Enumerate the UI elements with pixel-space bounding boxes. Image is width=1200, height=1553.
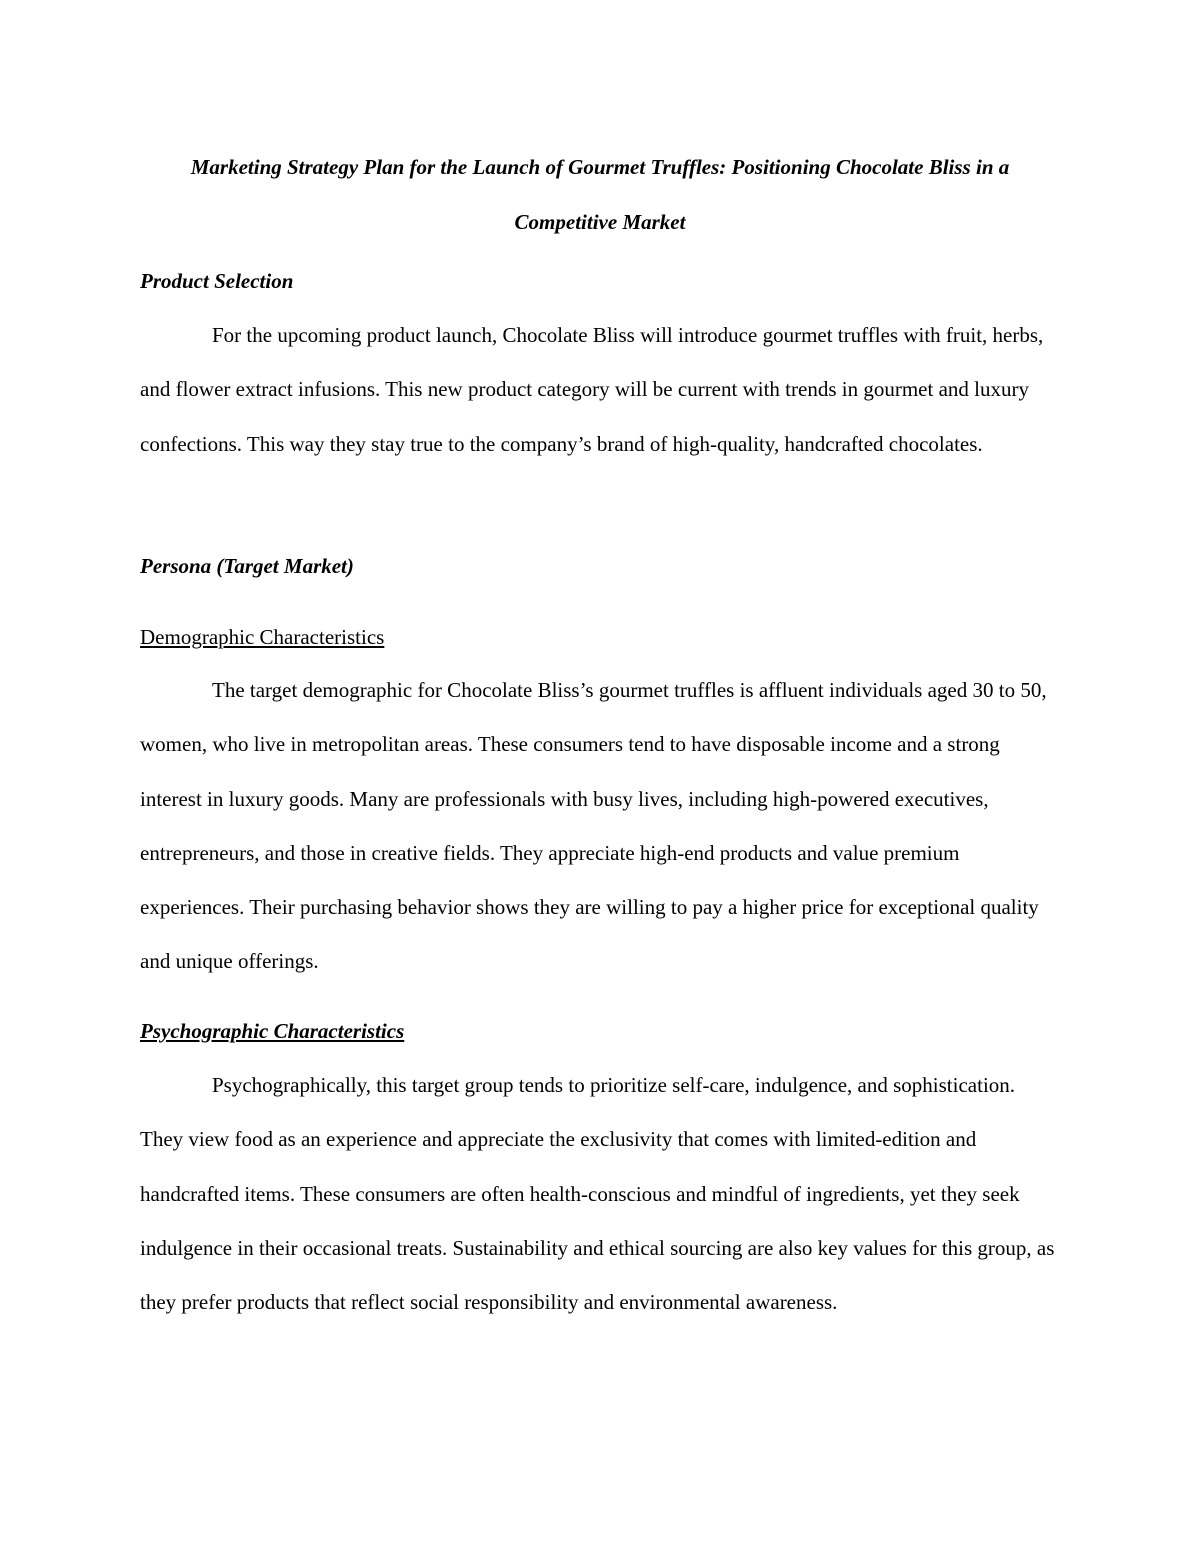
section-heading-persona: Persona (Target Market): [140, 554, 354, 578]
document-title: Marketing Strategy Plan for the Launch of Gourmet Truffles: Positioning Chocolate Bliss in a Competitive Market: [190, 155, 1010, 234]
subheading-demographic: Demographic Characteristics: [140, 625, 385, 649]
paragraph-product-selection: For the upcoming product launch, Chocolate Bliss will introduce gourmet truffles with fruit, herbs, and flower extract infusions. This new product category will be current with trends in gourmet and luxury confections. This way they stay true to the company’s brand of high-quality, handcrafted chocolates.: [140, 323, 1044, 456]
subheading-psychographic: Psychographic Characteristics: [140, 1019, 405, 1043]
paragraph-demographic: The target demographic for Chocolate Bliss’s gourmet truffles is affluent individuals aged 30 to 50, women, who live in metropolitan areas. These consumers tend to have disposable income and a strong interest in luxury goods. Many are professionals with busy lives, including high-powered executives, entrepreneurs, and those in creative fields. They appreciate high-end products and value premium experiences. Their purchasing behavior shows they are willing to pay a higher price for exceptional quality and unique offerings.: [140, 678, 1047, 974]
paragraph-psychographic: Psychographically, this target group tends to prioritize self-care, indulgence, and sophistication. They view food as an experience and appreciate the exclusivity that comes with limited-edition and handcrafted items. These consumers are often health-conscious and mindful of ingredients, yet they seek indulgence in their occasional treats. Sustainability and ethical sourcing are also key values for this group, as they prefer products that reflect social responsibility and environmental awareness.: [140, 1073, 1055, 1315]
section-heading-product-selection: Product Selection: [140, 269, 294, 293]
